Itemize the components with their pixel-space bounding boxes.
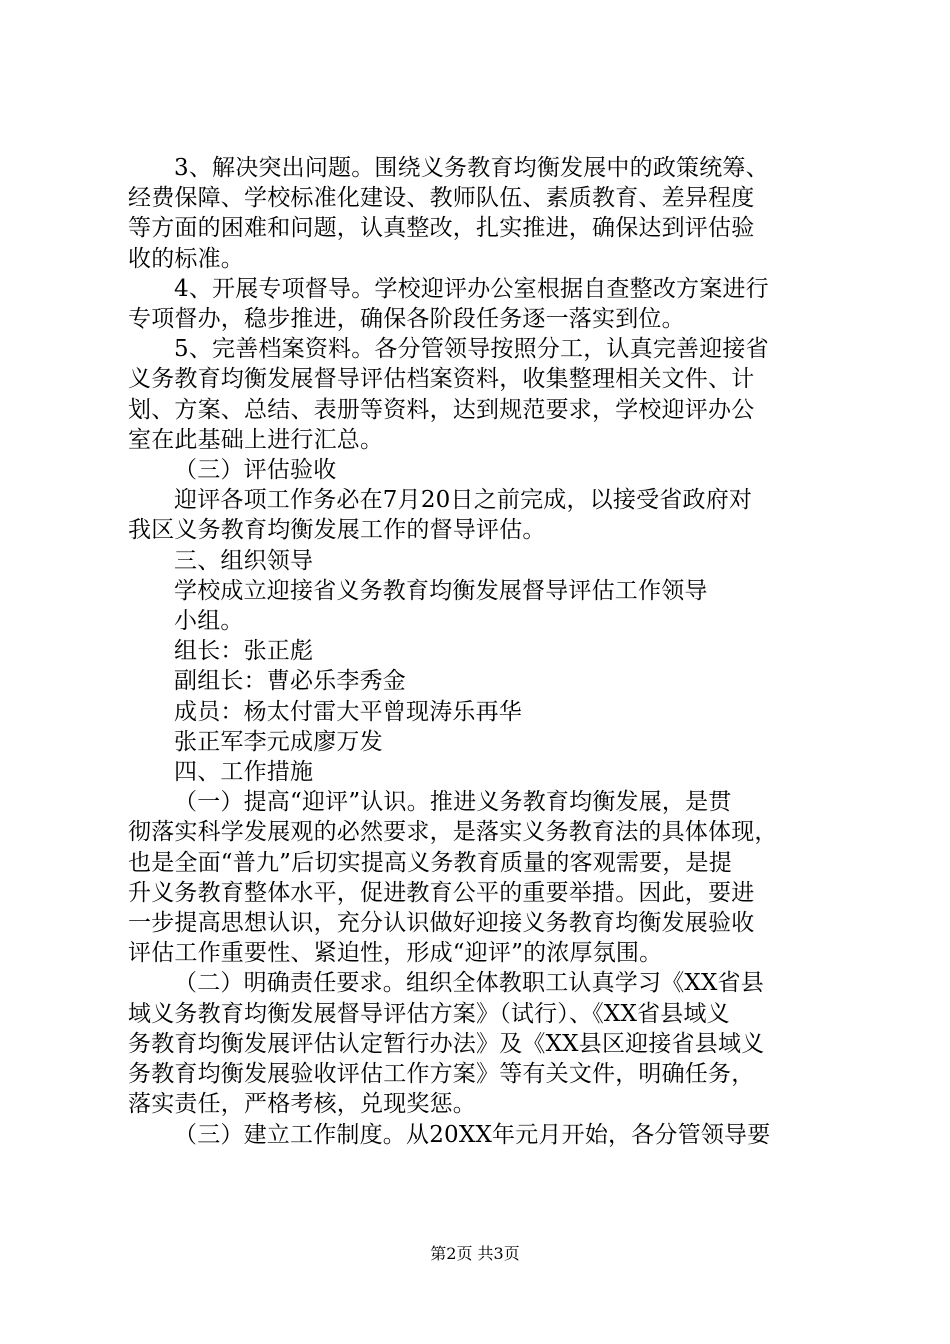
paragraph-clarify-responsibility	[128, 968, 828, 1119]
organization-members	[128, 576, 828, 757]
text-line: 三、组织领导	[174, 547, 314, 574]
paragraph-solve-problems	[128, 153, 828, 274]
text-line: 也是全面“普九”后切实提高义务教育质量的客观需要，是提	[128, 849, 732, 876]
text-line: 迎评各项工作务必在7月20日之前完成，以接受省政府对	[174, 487, 753, 514]
deputy-group-leader: 副组长：曹必乐李秀金	[174, 668, 406, 695]
text-line: 专项督办，稳步推进，确保各阶段任务逐一落实到位。	[128, 306, 685, 333]
group-members-continued: 张正军李元成廖万发	[174, 728, 383, 755]
text-line: 务教育均衡发展评估认定暂行办法》及《XX县区迎接省县域义	[128, 1030, 765, 1057]
text-line: 落实责任，严格考核，兑现奖惩。	[128, 1091, 476, 1118]
text-line: 升义务教育整体水平，促进教育公平的重要举措。因此，要进	[128, 879, 755, 906]
text-line: （三）建立工作制度。从20XX年元月开始，各分管领导要	[174, 1121, 771, 1148]
paragraph-special-supervision	[128, 274, 828, 334]
text-line: 义务教育均衡发展督导评估档案资料，收集整理相关文件、计	[128, 366, 755, 393]
text-line: 评估工作重要性、紧迫性，形成“迎评”的浓厚氛围。	[128, 940, 663, 967]
paragraph-archive-materials	[128, 334, 828, 455]
paragraph-raise-awareness	[128, 787, 828, 968]
text-line: 域义务教育均衡发展督导评估方案》（试行）、《XX省县域义	[128, 1000, 730, 1027]
text-line: 四、工作措施	[174, 759, 314, 786]
text-line: （三）评估验收	[174, 457, 337, 484]
text-line: （一）提高“迎评”认识。推进义务教育均衡发展，是贯	[174, 789, 732, 816]
text-line: 划、方案、总结、表册等资料，达到规范要求，学校迎评办公	[128, 396, 755, 423]
text-line: 4、开展专项督导。学校迎评办公室根据自查整改方案进行	[174, 275, 769, 302]
text-line: 经费保障、学校标准化建设、教师队伍、素质教育、差异程度	[128, 185, 755, 212]
text-line: （二）明确责任要求。组织全体教职工认真学习《XX省县	[174, 970, 764, 997]
text-line: 室在此基础上进行汇总。	[128, 426, 384, 453]
text-line: 3、解决突出问题。围绕义务教育均衡发展中的政策统筹、	[174, 155, 769, 181]
text-line: 学校成立迎接省义务教育均衡发展督导评估工作领导	[174, 577, 708, 604]
group-members: 成员：杨太付雷大平曾现涛乐再华	[174, 698, 522, 725]
heading-organization	[128, 546, 828, 576]
text-line: 等方面的困难和问题，认真整改，扎实推进，确保达到评估验	[128, 215, 755, 242]
text-line: 我区义务教育均衡发展工作的督导评估。	[128, 517, 546, 544]
text-line: 5、完善档案资料。各分管领导按照分工，认真完善迎接省	[174, 336, 769, 363]
paragraph-deadline	[128, 485, 828, 545]
text-line: 小组。	[174, 608, 244, 635]
heading-work-measures	[128, 757, 828, 787]
text-line: 彻落实科学发展观的必然要求，是落实义务教育法的具体体现，	[128, 819, 778, 846]
paragraph-work-system	[128, 1120, 828, 1150]
document-body	[128, 153, 828, 1150]
group-leader: 组长：张正彪	[174, 638, 314, 665]
page-number-footer: 第2页 共3页	[430, 1244, 520, 1263]
heading-evaluation-acceptance	[128, 455, 828, 485]
text-line: 务教育均衡发展验收评估工作方案》等有关文件，明确任务，	[128, 1061, 755, 1088]
text-line: 一步提高思想认识，充分认识做好迎接义务教育均衡发展验收	[128, 910, 755, 937]
text-line: 收的标准。	[128, 245, 244, 272]
